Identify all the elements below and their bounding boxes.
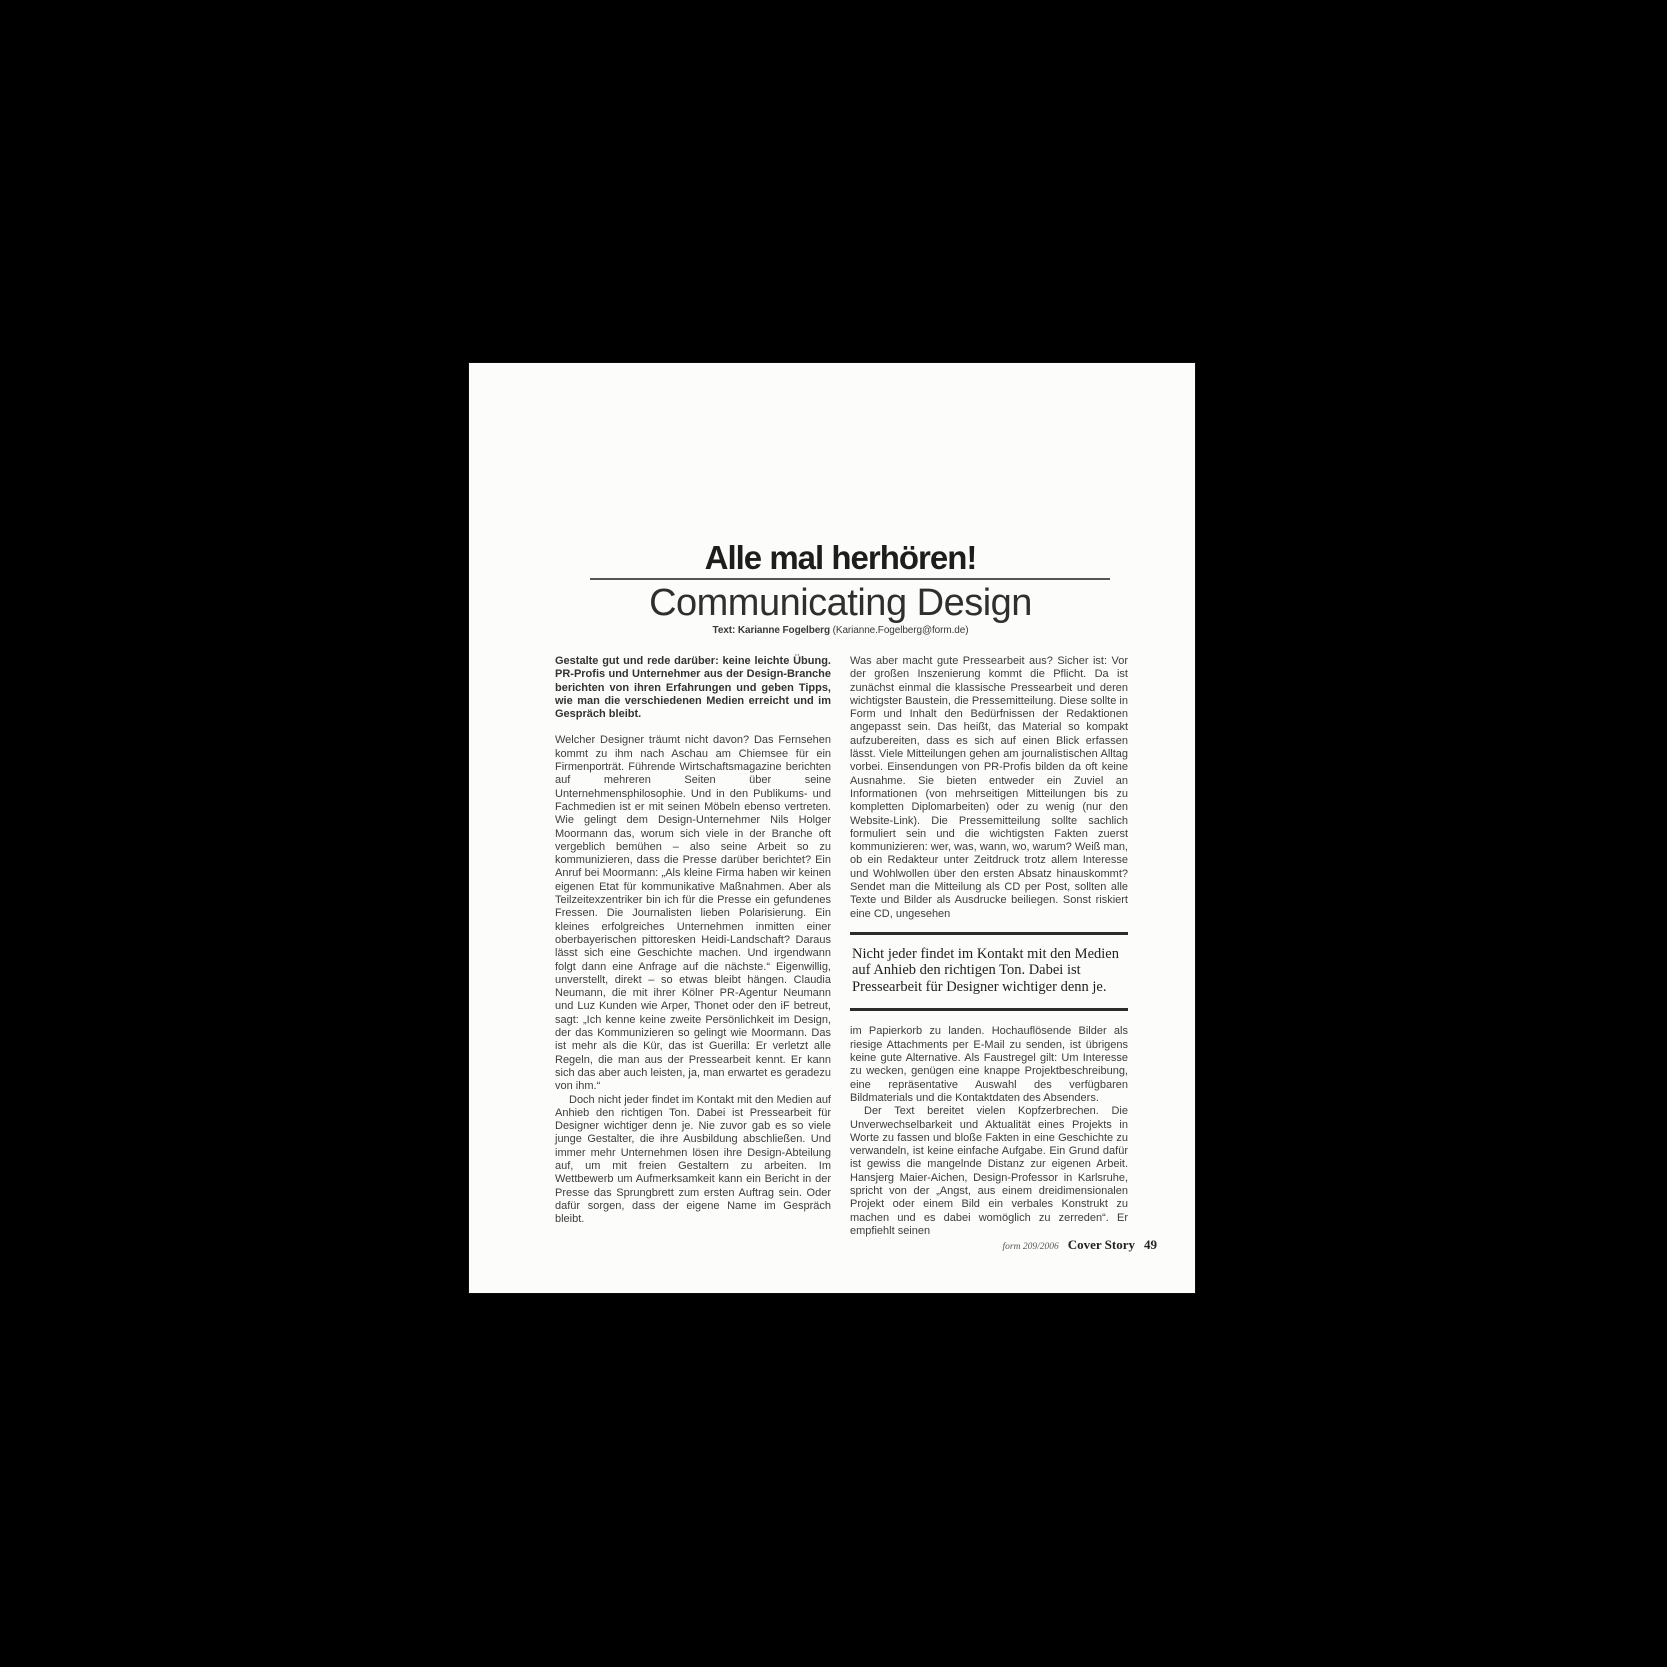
byline-email: (Karianne.Fogelberg@form.de) bbox=[832, 625, 969, 636]
article-subtitle: Communicating Design bbox=[649, 582, 1032, 624]
title-divider-rule bbox=[590, 578, 1110, 580]
footer-journal-name: form 209/2006 bbox=[1002, 1242, 1059, 1252]
byline-author: Text: Karianne Fogelberg bbox=[712, 625, 830, 636]
byline bbox=[555, 625, 1126, 636]
body-paragraph: im Papierkorb zu landen. Hochauflösende Bilder als riesige Attachments per E-Mail zu senden, ist übrigens keine gute Alternative. Als Faustregel gilt: Um Interesse zu wecken, genügen eine knappe Projektbeschreibung, eine repräsentative Auswahl des verfügbaren Bildmaterials und die Kontaktdaten des Absenders. bbox=[850, 1025, 1128, 1104]
right-column bbox=[850, 655, 1128, 1238]
magazine-page bbox=[468, 362, 1196, 1294]
page-folio bbox=[1003, 1237, 1158, 1253]
body-paragraph: Der Text bereitet vielen Kopfzerbrechen. Die Unverwechselbarkeit und Aktualität eines Projekts in Worte zu fassen und bloße Fakten in eine Geschichte zu verwandeln, ist keine einfache Aufgabe. Ein Grund dafür ist gewiss die mangelnde Distanz zur eigenen Arbeit. Hansjerg Maier-Aichen, Design-Professor in Karlsruhe, spricht von der „Angst, aus einem dreidimensionalen Projekt oder einem Bild ein verbales Konstrukt zu machen und es dabei womöglich zu zerreden“. Er empfiehlt seinen bbox=[850, 1105, 1128, 1237]
footer-section-label: Cover Story bbox=[1067, 1237, 1135, 1252]
body-paragraph: Was aber macht gute Pressearbeit aus? Sicher ist: Vor der großen Inszenierung kommt die Pflicht. Da ist zunächst einmal die klassische Pressearbeit und deren wichtigster Baustein, die Pressemitteilung. Diese sollte in Form und Inhalt den Bedürfnissen der Redaktionen angepasst sein. Das heißt, das Material so kompakt aufzubereiten, dass es sich auf einen Blick erfassen lässt. Viele Mitteilungen gehen am journalistischen Alltag vorbei. Einsendungen von PR-Profis bilden da oft keine Ausnahme. Sie bieten entweder ein Zuviel an Informationen (von mehrseitigen Mitteilungen bis zu kompletten Diplomarbeiten) oder zu wenig (nur den Website-Link). Die Pressemitteilung sollte sachlich formuliert sein und die wichtigsten Fakten zuerst kommunizieren: wer, was, wann, wo, warum? Weiß man, ob ein Redakteur unter Zeitdruck trotz allem Interesse und Wohlwollen über den ersten Absatz hinauskommt? Sendet man die Mitteilung als CD per Post, sollten alle Texte und Bilder als Ausdrucke beiliegen. Sonst riskiert eine CD, ungesehen bbox=[850, 655, 1128, 920]
footer-page-number: 49 bbox=[1144, 1237, 1157, 1252]
body-paragraph: Doch nicht jeder findet im Kontakt mit den Medien auf Anhieb den richtigen Ton. Dabei ist Pressearbeit für Designer wichtiger denn je. Nie zuvor gab es so viele junge Gestalter, die ihre Ausbildung abschließen. Und immer mehr Unternehmen lösen ihre Design-Abteilung auf, um mit freien Gestaltern zu arbeiten. Im Wettbewerb um Aufmerksamkeit kann ein Bericht in der Presse das Sprungbrett zum ersten Auftrag sein. Oder dafür sorgen, dass der eigene Name im Gespräch bleibt. bbox=[555, 1093, 831, 1226]
article-title: Alle mal herhören! bbox=[704, 539, 977, 576]
pull-quote: Nicht jeder findet im Kontakt mit den Medien auf Anhieb den richtigen Ton. Dabei ist Pressearbeit für Designer wichtiger denn je. bbox=[850, 932, 1128, 1012]
intro-paragraph: Gestalte gut und rede darüber: keine leichte Übung. PR-Profis und Unternehmer aus der Design-Branche berichten von ihren Erfahrungen und geben Tipps, wie man die verschiedenen Medien erreicht und im Gespräch bleibt. bbox=[555, 655, 831, 721]
body-paragraph: Welcher Designer träumt nicht davon? Das Fernsehen kommt zu ihm nach Aschau am Chiemsee für ein Firmenporträt. Führende Wirtschaftsmagazine berichten auf mehreren Seiten über seine Unternehmensphilosophie. Und in den Publikums- und Fachmedien ist er mit seinen Möbeln ebenso vertreten. Wie gelingt dem Design-Unternehmer Nils Holger Moormann das, worum sich viele in der Branche oft vergeblich bemühen – also seine Arbeit so zu kommunizieren, dass die Presse darüber berichtet? Ein Anruf bei Moormann: „Als kleine Firma haben wir keinen eigenen Etat für kommunikative Maßnahmen. Aber als Teilzeitexzentriker bin ich für die Presse ein gefundenes Fressen. Die Journalisten lieben Polarisierung. Ein kleines erfolgreiches Unternehmen inmitten einer oberbayerischen pittoresken Heidi-Landschaft? Daraus lässt sich eine Geschichte machen. Und irgendwann folgt dann eine Anfrage auf die nächste.“ Eigenwillig, unverstellt, direkt – so etwas bleibt hängen. Claudia Neumann, die mit ihrer Kölner PR-Agentur Neumann und Luz Kunden wie Arper, Thonet oder den iF betreut, sagt: „Ich kenne keine zweite Persönlichkeit im Design, der das Kommunizieren so gelingt wie Moormann. Das ist mehr als die Kür, das ist Guerilla: Er verletzt alle Regeln, die man aus der Pressearbeit kennt. Er kann sich das aber auch leisten, ja, man erwartet es geradezu von ihm.“ bbox=[555, 734, 831, 1093]
left-column bbox=[555, 655, 831, 1226]
